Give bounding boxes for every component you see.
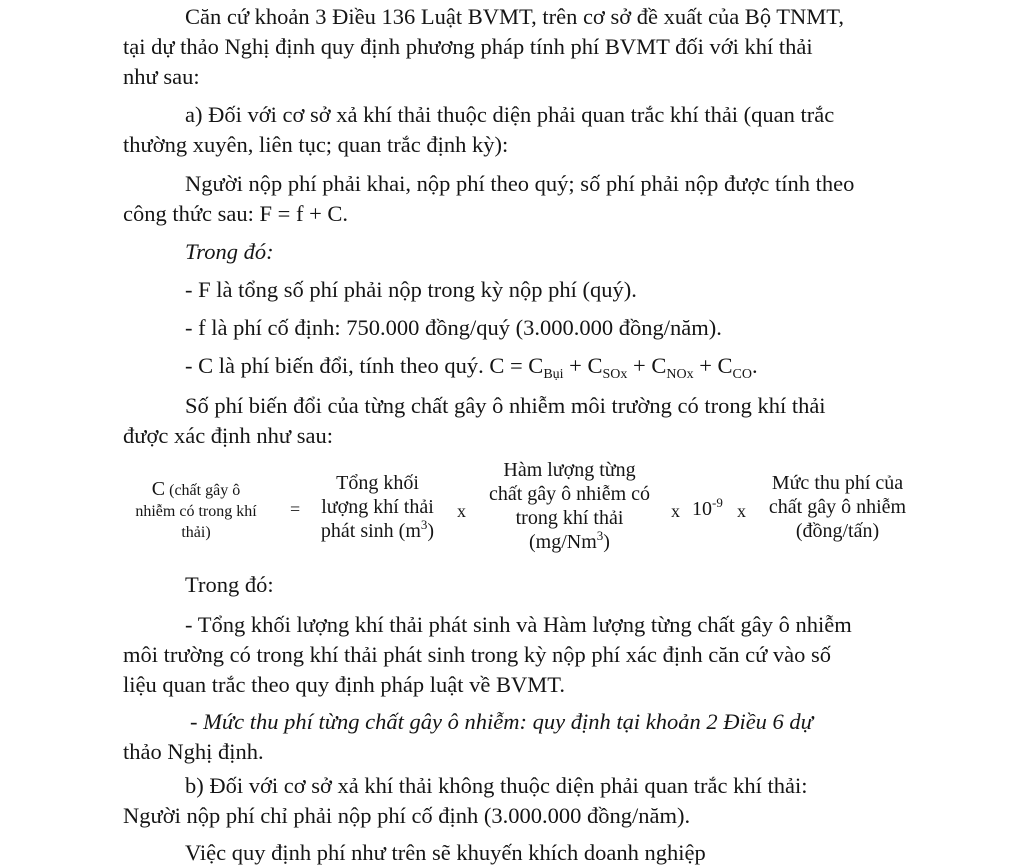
lhs-line2: nhiễm có trong khí [135, 503, 257, 520]
para-a-line1: a) Đối với cơ sở xả khí thải thuộc diện phải quan trắc khí thải (quan trắc [185, 102, 835, 127]
term3-line3: (đồng/tấn) [795, 520, 880, 542]
term2-sup: 3 [596, 528, 604, 543]
term1-sup: 3 [420, 517, 428, 532]
plus-1: + C [563, 353, 603, 378]
para1-line2: tại dự thảo Nghị định quy định phương pháp tính phí BVMT đối với khí thải [123, 34, 813, 59]
trong-do-heading-2: Trong đó: [185, 572, 274, 597]
term1-close: ) [427, 520, 435, 542]
times-sign-3: x [737, 501, 746, 521]
note2-line1: - Mức thu phí từng chất gây ô nhiễm: quy định tại khoản 2 Điều 6 dự [190, 709, 813, 734]
times-sign-1: x [457, 501, 466, 521]
term2-close: ) [603, 531, 610, 553]
variable-fee-line1: Số phí biến đổi của từng chất gây ô nhiễm môi trường có trong khí thải [185, 393, 826, 418]
payer-line2: công thức sau: F = f + C. [123, 201, 349, 226]
bullet-F: - F là tổng số phí phải nộp trong kỳ nộp phí (quý). [185, 277, 637, 302]
power-of-ten [692, 497, 723, 521]
term2-line2: chất gây ô nhiễm có [488, 483, 651, 505]
term2-line4: (mg/Nm [529, 531, 597, 553]
note1-line1: - Tổng khối lượng khí thải phát sinh và Hàm lượng từng chất gây ô nhiễm [185, 612, 852, 637]
term1-line1: Tổng khối [336, 472, 419, 494]
bullet-C [185, 352, 758, 380]
equals-sign: = [290, 499, 301, 519]
trong-do-heading-1: Trong đó: [185, 239, 274, 264]
para-b-line2: Người nộp phí chỉ phải nộp phí cố định (3.000.000 đồng/năm). [123, 803, 691, 828]
lhs-c: C [151, 478, 166, 500]
formula-term-rate [755, 471, 920, 543]
note1-line3: liệu quan trắc theo quy định pháp luật về BVMT. [123, 672, 565, 697]
term2-line3: trong khí thải [515, 507, 624, 529]
formula-term-volume [305, 471, 450, 543]
term2-line1: Hàm lượng từng [503, 459, 636, 481]
sub-co: CO [732, 367, 752, 382]
note1-line2: môi trường có trong khí thải phát sinh trong kỳ nộp phí xác định căn cứ vào số [123, 642, 832, 667]
bullet-C-text: - C là phí biến đổi, tính theo quý. C = C [185, 353, 544, 378]
formula-term-concentration [472, 458, 667, 554]
cutoff-line [185, 832, 745, 865]
para1-line3: như sau: [123, 64, 200, 89]
ten: 10 [692, 498, 712, 520]
bullet-f: - f là phí cố định: 750.000 đồng/quý (3.000.000 đồng/năm). [185, 315, 722, 340]
term1-line3: phát sinh (m [320, 520, 421, 542]
term3-line2: chất gây ô nhiễm [768, 496, 907, 518]
lhs-line3: thải) [181, 524, 211, 541]
cutoff-text: Việc quy định phí như trên sẽ khuyến khích doanh nghiệp [185, 840, 706, 865]
plus-2: + C [627, 353, 667, 378]
payer-line1: Người nộp phí phải khai, nộp phí theo quý; số phí phải nộp được tính theo [185, 171, 855, 196]
sub-nox: NOx [666, 367, 694, 382]
variable-fee-line2: được xác định như sau: [123, 423, 333, 448]
period: . [752, 353, 758, 378]
term3-line1: Mức thu phí của [771, 472, 904, 494]
sub-bui: Bụi [543, 367, 564, 382]
sub-sox: SOx [602, 367, 628, 382]
formula-lhs [112, 477, 280, 543]
term1-line2: lượng khí thải [321, 496, 434, 518]
note2-line2: thảo Nghị định. [123, 739, 264, 764]
times-sign-2: x [671, 501, 680, 521]
lhs-line1: (chất gây ô [165, 482, 241, 499]
para-b-line1: b) Đối với cơ sở xả khí thải không thuộc diện phải quan trắc khí thải: [185, 773, 808, 798]
plus-3: + C [693, 353, 733, 378]
exponent: -9 [712, 495, 723, 510]
para-a-line2: thường xuyên, liên tục; quan trắc định kỳ): [123, 132, 509, 157]
para1-line1: Căn cứ khoản 3 Điều 136 Luật BVMT, trên cơ sở đề xuất của Bộ TNMT, [185, 4, 844, 29]
